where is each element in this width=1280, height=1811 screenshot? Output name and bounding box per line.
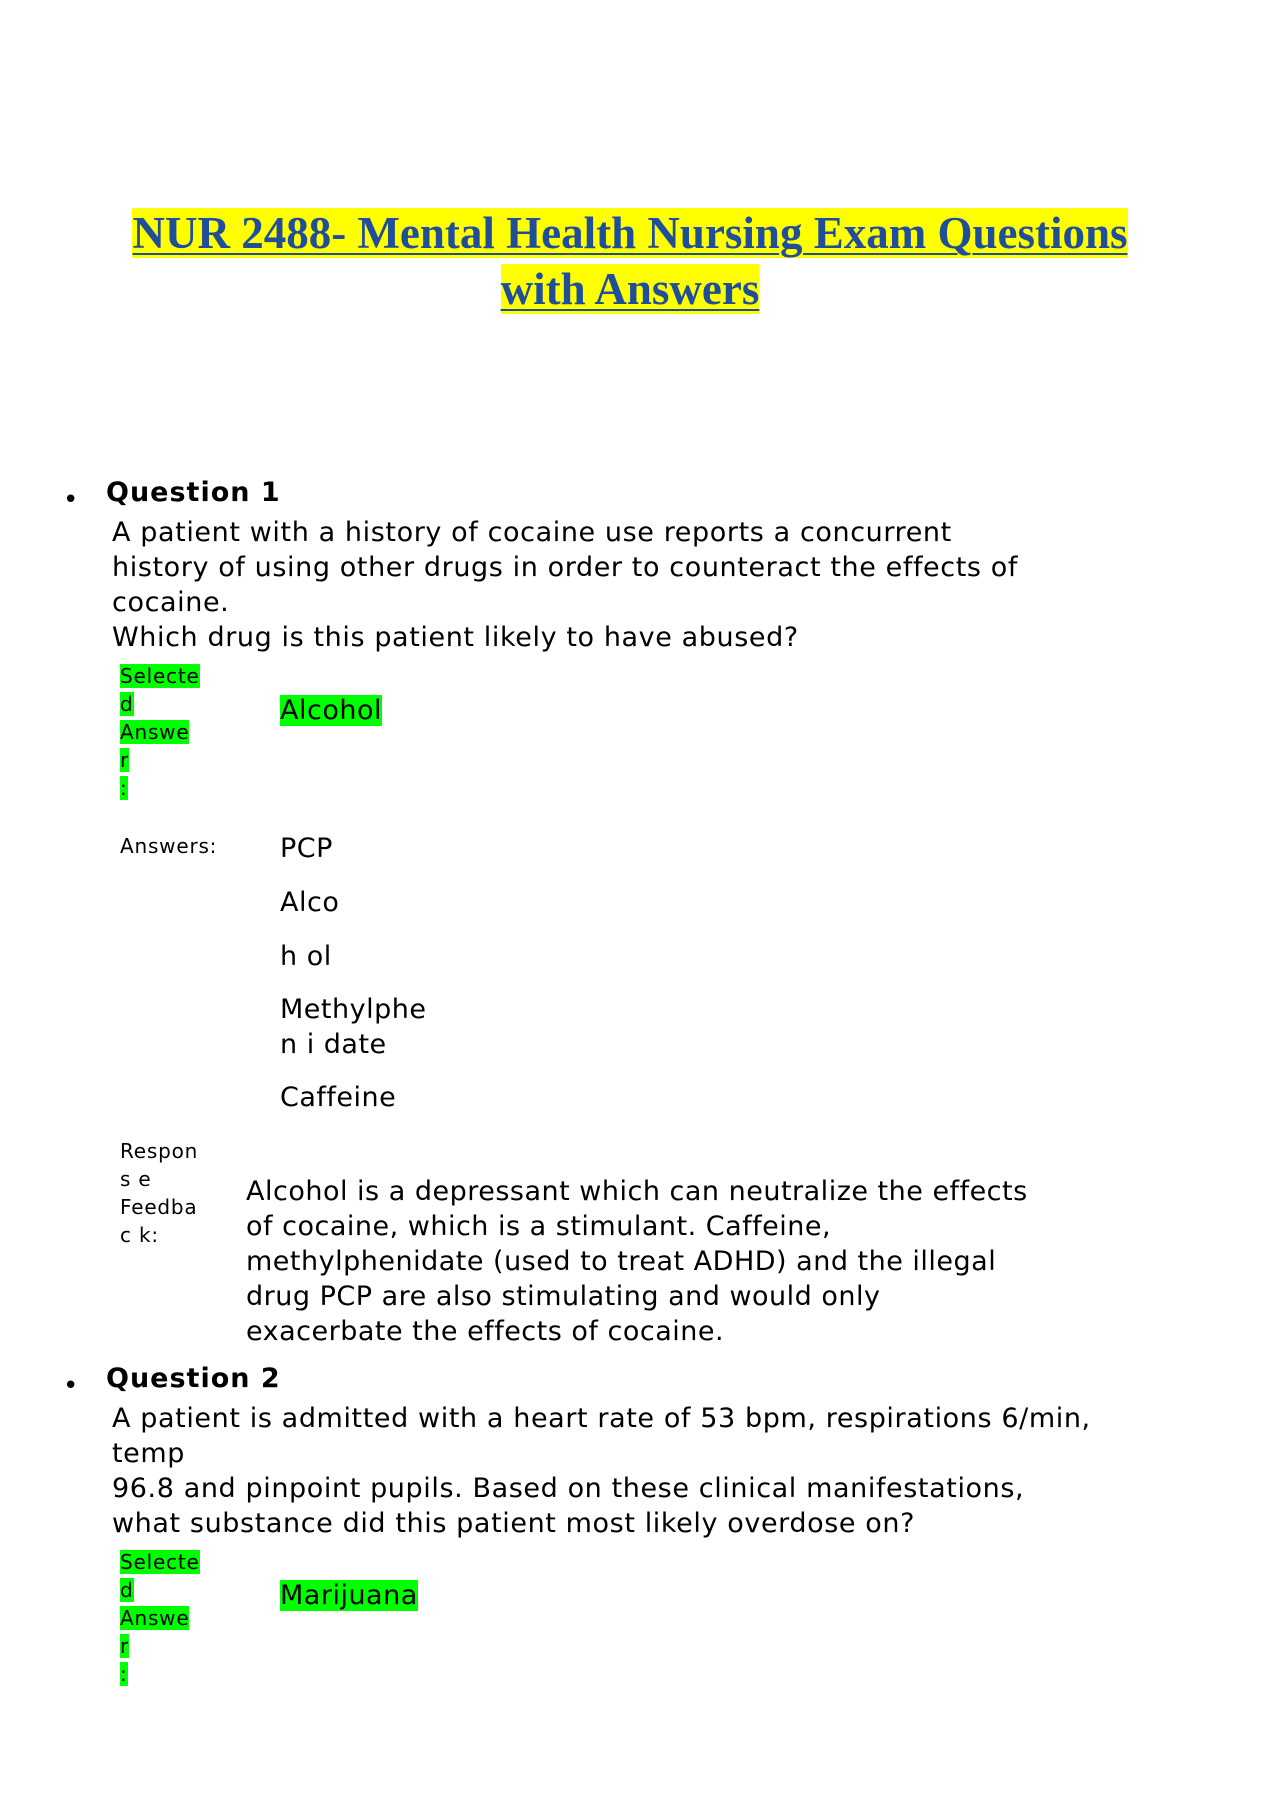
selected-answer-label-line: Answe xyxy=(120,1606,190,1630)
question-text xyxy=(112,515,1018,655)
selected-answer xyxy=(280,1578,418,1614)
feedback-line: Alcohol is a depressant which can neutralize the effects xyxy=(246,1176,1028,1207)
selected-answer-label xyxy=(120,1548,200,1688)
selected-answer-label-line: r xyxy=(120,1634,130,1658)
feedback-line: drug PCP are also stimulating and would only xyxy=(246,1281,881,1312)
answer-option xyxy=(280,885,339,920)
answer-option xyxy=(280,939,332,974)
question-text-line: A patient with a history of cocaine use reports a concurrent xyxy=(112,517,952,548)
response-feedback-label-line: Respon xyxy=(120,1139,199,1163)
answer-option xyxy=(280,1080,396,1115)
question-text-line: 96.8 and pinpoint pupils. Based on these clinical manifestations, xyxy=(112,1473,1025,1504)
answer-option xyxy=(280,831,333,866)
selected-answer-label-line: Selecte xyxy=(120,1550,200,1574)
answer-option-line: Alco xyxy=(280,887,340,918)
question-text-line: cocaine. xyxy=(112,587,230,618)
selected-answer-label-line: Selecte xyxy=(120,664,200,688)
selected-answer-label-line: d xyxy=(120,1578,134,1602)
question-heading: Question 1 xyxy=(106,477,281,508)
answer-option-line: Caffeine xyxy=(280,1082,397,1113)
answers-label-text: Answers: xyxy=(120,834,218,858)
feedback-line: exacerbate the effects of cocaine. xyxy=(246,1316,725,1347)
response-feedback-label-line: Feedba xyxy=(120,1195,198,1219)
selected-answer-label-line: : xyxy=(120,776,128,800)
answer-option-line: PCP xyxy=(280,833,333,864)
question-text-line: Which drug is this patient likely to have abused? xyxy=(112,622,799,653)
question-heading: Question 2 xyxy=(106,1363,281,1394)
response-feedback-label-line: s e xyxy=(120,1167,152,1191)
title-line-1: NUR 2488- Mental Health Nursing Exam Questions xyxy=(132,208,1128,258)
question-text xyxy=(112,1401,1091,1541)
answers-label xyxy=(120,832,217,860)
selected-answer-text: Alcohol xyxy=(280,695,382,726)
bullet-icon: • xyxy=(63,485,79,515)
selected-answer-label-line: r xyxy=(120,748,130,772)
selected-answer-label xyxy=(120,662,200,802)
response-feedback-label xyxy=(120,1137,198,1249)
selected-answer-label-line: : xyxy=(120,1662,128,1686)
answer-option-line: n i date xyxy=(280,1029,387,1060)
selected-answer xyxy=(280,693,382,729)
response-feedback-label-line: c k: xyxy=(120,1223,159,1247)
feedback-line: methylphenidate (used to treat ADHD) and the illegal xyxy=(246,1246,997,1277)
answer-option-line: Methylphe xyxy=(280,994,427,1025)
question-text-line: A patient is admitted with a heart rate of 53 bpm, respirations 6/min, xyxy=(112,1403,1091,1434)
selected-answer-label-line: d xyxy=(120,692,134,716)
feedback-line: of cocaine, which is a stimulant. Caffeine, xyxy=(246,1211,832,1242)
document-title xyxy=(90,205,1170,317)
selected-answer-label-line: Answe xyxy=(120,720,190,744)
question-text-line: temp xyxy=(112,1438,186,1469)
answer-option xyxy=(280,992,426,1062)
response-feedback-text xyxy=(246,1174,1028,1349)
bullet-icon: • xyxy=(63,1371,79,1401)
title-line-2: with Answers xyxy=(500,264,760,314)
question-text-line: history of using other drugs in order to counteract the effects of xyxy=(112,552,1018,583)
answer-option-line: h ol xyxy=(280,941,332,972)
selected-answer-text: Marijuana xyxy=(280,1580,418,1611)
question-text-line: what substance did this patient most likely overdose on? xyxy=(112,1508,916,1539)
